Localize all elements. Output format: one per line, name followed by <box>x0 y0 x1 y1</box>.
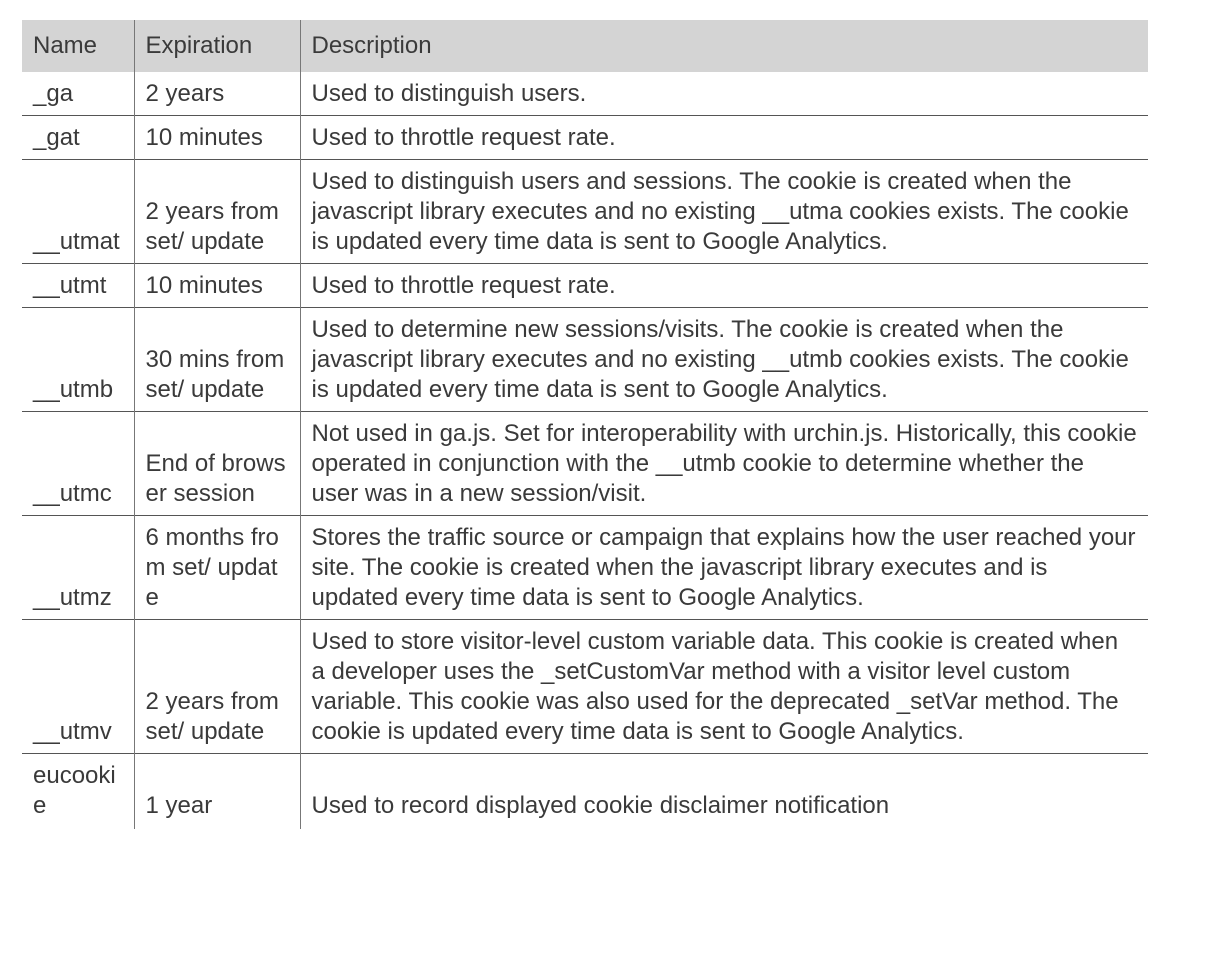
header-description: Description <box>300 20 1148 72</box>
table-row <box>22 72 1148 116</box>
cookie-description: Used to store visitor-level custom variable data. This cookie is created when a developer uses the _setCustomVar method with a visitor level custom variable. This cookie was also used for the deprecated _setVar method. The cookie is updated every time data is sent to Google Analytics. <box>300 620 1148 754</box>
cookie-name: __utmv <box>22 620 134 754</box>
cookie-description: Not used in ga.js. Set for interoperability with urchin.js. Historically, this cookie operated in conjunction with the __utmb cookie to determine whether the user was in a new session/visit. <box>300 412 1148 516</box>
cookie-description: Used to throttle request rate. <box>300 264 1148 308</box>
cookie-table <box>22 20 1148 829</box>
cookie-description: Used to distinguish users. <box>300 72 1148 116</box>
cookie-expiration: 10 minutes <box>134 116 300 160</box>
cookie-name: __utmz <box>22 516 134 620</box>
table-row <box>22 754 1148 830</box>
cookie-name: eucookie <box>22 754 134 830</box>
cookie-name: _ga <box>33 80 74 107</box>
cookie-name: __utmt <box>22 264 134 308</box>
table-row <box>22 160 1148 264</box>
cookie-description: Used to throttle request rate. <box>300 116 1148 160</box>
cookie-name: _gat <box>22 116 134 160</box>
cookie-expiration: 2 years <box>134 72 300 116</box>
table-row <box>22 264 1148 308</box>
table-row <box>22 116 1148 160</box>
cookie-expiration: 10 minutes <box>134 264 300 308</box>
cookie-description: Used to distinguish users and sessions. The cookie is created when the javascript library executes and no existing __utma cookies exists. The cookie is updated every time data is sent to Google Analytics. <box>300 160 1148 264</box>
table-row <box>22 516 1148 620</box>
header-row <box>22 20 1148 72</box>
cookie-expiration: 6 months from set/ update <box>134 516 300 620</box>
cookie-description: Used to record displayed cookie disclaimer notification <box>300 754 1148 830</box>
cookie-name: __utmb <box>22 308 134 412</box>
table-row <box>22 620 1148 754</box>
cookie-expiration: End of browser session <box>134 412 300 516</box>
cookie-table-container <box>22 20 1148 829</box>
cookie-description: Stores the traffic source or campaign that explains how the user reached your site. The cookie is created when the javascript library executes and is updated every time data is sent to Google Analytics. <box>300 516 1148 620</box>
cookie-name: __utmat <box>22 160 134 264</box>
table-body <box>22 72 1148 829</box>
table-header <box>22 20 1148 72</box>
cookie-expiration: 2 years from set/ update <box>134 160 300 264</box>
cookie-expiration: 2 years from set/ update <box>134 620 300 754</box>
cookie-description: Used to determine new sessions/visits. The cookie is created when the javascript library executes and no existing __utmb cookies exists. The cookie is updated every time data is sent to Google Analytics. <box>300 308 1148 412</box>
header-name: Name <box>22 20 134 72</box>
header-expiration: Expiration <box>134 20 300 72</box>
cookie-expiration: 30 mins from set/ update <box>134 308 300 412</box>
table-row <box>22 308 1148 412</box>
cookie-expiration: 1 year <box>134 754 300 830</box>
cookie-name: __utmc <box>22 412 134 516</box>
table-row <box>22 412 1148 516</box>
